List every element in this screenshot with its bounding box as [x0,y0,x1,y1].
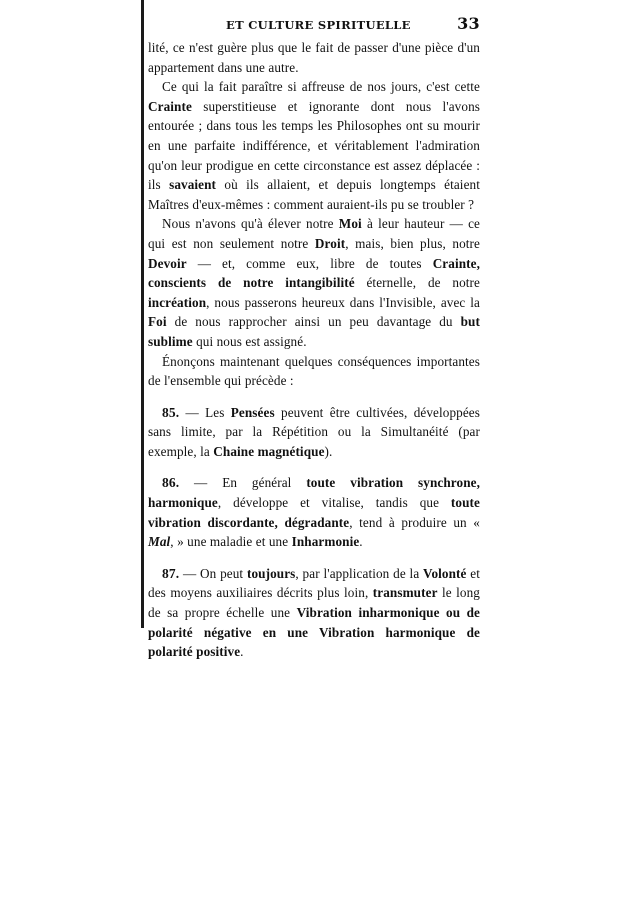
paragraph-moi [148,214,480,351]
text-run: , mais, bien plus, notre [345,235,480,251]
body-text [148,38,480,662]
bold-term: Crainte [148,98,192,114]
section-85 [148,403,480,462]
text-run: ). [324,443,333,459]
text-run: , développe et vitalise, tandis que [217,495,451,511]
paragraph-consequences-intro [148,352,480,391]
section-number: 87. [162,565,180,581]
paragraph-continuation [148,38,480,77]
text-run: — En général [179,475,307,491]
text-run: superstitieuse et ignorante dont nous l'avons entourée ; dans tous les temps les Philosophes ont su mourir en une parfaite indifférence, et véritablement l'admiration qu'on leur prodigue en cette circonstance est assez déplacée : ils [148,98,480,193]
page-number: 33 [457,14,480,33]
text-run: . [240,644,244,660]
bold-italic-term: Mal [148,534,171,550]
bold-term: transmuter [372,585,438,601]
bold-term: Vibration inharmonique ou de polarité négative en une Vibration harmonique de polarité positive [148,605,480,660]
running-title: ET CULTURE SPIRITUELLE [226,18,411,32]
text-run: de nous rapprocher ainsi un peu davantage du [166,314,461,330]
text-run: qui nous est assigné. [192,333,307,349]
bold-term: Inharmonie [291,534,360,550]
bold-term: savaient [169,177,217,193]
text-run: , » une maladie et une [170,534,292,550]
text-run: Énonçons maintenant quelques conséquences importantes de l'ensemble qui précède : [148,353,480,389]
text-run: éternelle, de notre [354,275,481,291]
text-run: — et, comme eux, libre de toutes [186,255,433,271]
section-87 [148,564,480,662]
paragraph-death [148,77,480,214]
bold-term: toute vibration discordante, dégradante [148,495,480,530]
section-number: 85. [162,404,180,420]
page-binding-line [141,0,144,628]
text-run: à leur hauteur — ce qui est non seulement notre [148,216,480,251]
bold-term: Moi [338,216,362,232]
section-86 [148,473,480,551]
text-run: , par l'application de la [295,565,424,581]
bold-term: but sublime [148,314,480,349]
bold-term: Crainte, conscients de notre intangibilité [148,255,480,291]
text-run: lité, ce n'est guère plus que le fait de passer d'une pièce d'un appartement dans une autre. [148,40,480,75]
bold-term: Pensées [230,404,275,420]
text-run: — On peut [179,565,247,581]
bold-term: incréation [148,294,207,310]
bold-term: Chaine magnétique [213,443,325,459]
book-page [148,14,480,662]
bold-term: Devoir [148,255,187,271]
bold-term: Droit [314,235,346,251]
text-run: , nous passerons heureux dans l'Invisible, avec la [206,294,480,310]
text-run: et des moyens auxiliaires décrits plus loin, [148,565,480,601]
text-run: Nous n'avons qu'à élever notre [162,216,339,232]
text-run: Ce qui la fait paraître si affreuse de nos jours, c'est cette [162,79,480,95]
text-run: peuvent être cultivées, développées sans limite, par la Répétition ou la Simultanéité (par exemple, la [148,404,480,459]
text-run: où ils allaient, et depuis longtemps étaient Maîtres d'eux-mêmes : comment auraient-ils pu se troubler ? [148,177,480,212]
text-run: . [359,534,363,550]
bold-term: Volonté [423,565,467,581]
running-header [148,14,480,38]
text-run: le long de sa propre échelle une [148,585,480,621]
text-run: — Les [179,404,231,420]
text-run: , tend à produire un « [349,514,480,530]
bold-term: toute vibration synchrone, harmonique [148,475,480,511]
bold-term: Foi [148,314,167,330]
bold-term: toujours [246,565,296,581]
section-number: 86. [162,475,180,491]
